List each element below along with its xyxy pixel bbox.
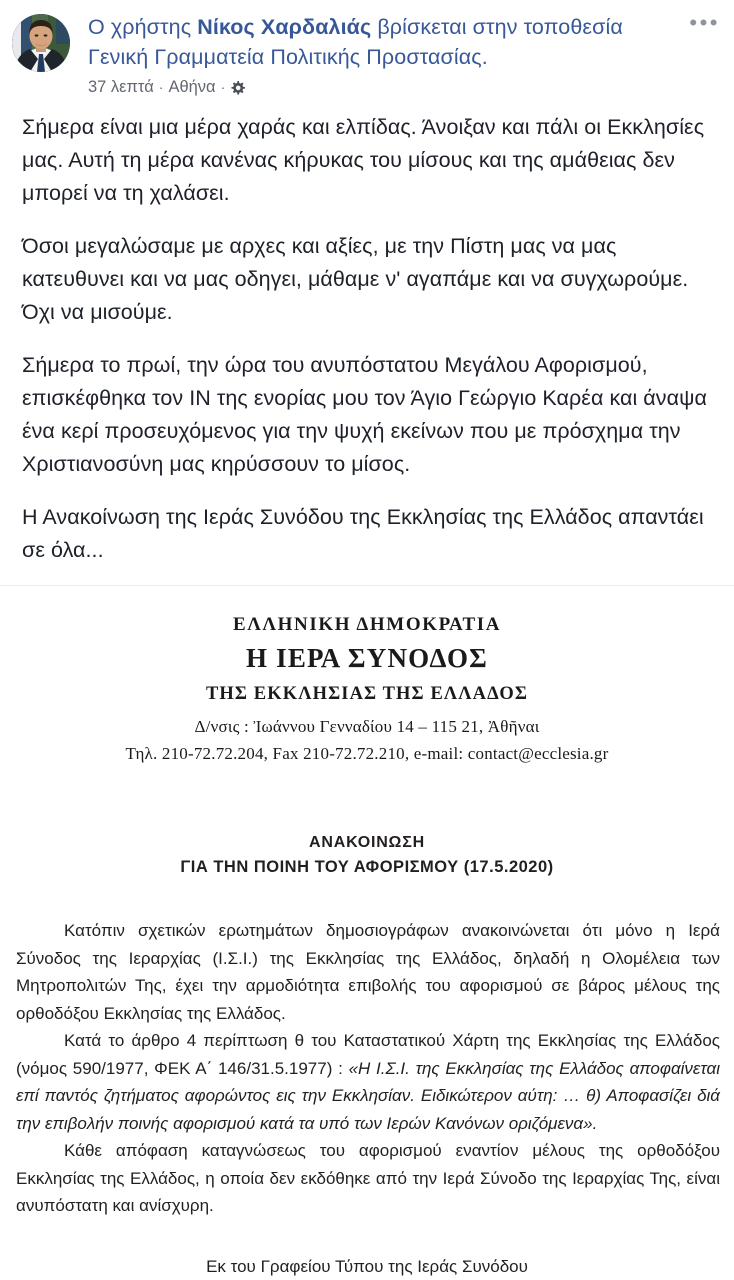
post-timestamp[interactable]: 37 λεπτά [88,78,154,96]
meta-separator-2: · [220,79,226,95]
document-body [0,917,734,1220]
post-meta [88,77,680,97]
letterhead-address: Δ/νσις : Ἰωάννου Γενναδίου 14 – 115 21, Ἀθῆναι [194,717,540,736]
post-location[interactable]: Αθήνα [168,78,216,96]
letterhead-republic: ΕΛΛΗΝΙΚΗ ΔΗΜΟΚΡΑΤΙΑ [232,614,502,635]
post-header [0,0,734,97]
gear-icon[interactable] [230,81,245,96]
avatar[interactable] [12,14,70,72]
document-title [0,831,734,879]
post-paragraph-4[interactable]: Η Ανακοίνωση της Ιεράς Συνόδου της Εκκλησίας της Ελλάδος απαντάει σε όλα... [22,505,704,562]
attached-document-image[interactable] [0,586,734,1280]
post-message [0,97,734,567]
document-signature: Εκ του Γραφείου Τύπου της Ιεράς Συνόδου [206,1256,528,1276]
more-options-icon: ••• [689,10,720,35]
post-paragraph-1: Σήμερα είναι μια μέρα χαράς και ελπίδας. Άνοιξαν και πάλι οι Εκκλησίες μας. Αυτή τη μέρα κανένας κήρυκας του μίσους και της αμάθειας δεν μπορεί να τη χαλάσει. [22,115,705,205]
post-paragraph-3: Σήμερα το πρωί, την ώρα του ανυπόστατου Μεγάλου Αφορισμού, επισκέφθηκα τον ΙΝ της ενορίας μου τον Άγιο Γεώργιο Καρέα και άναψα ένα κερί προσευχόμενος για την ψυχή εκείνων που με πρόσχημα την Χριστιανοσύνη μας κηρύσσουν το μίσος. [22,353,707,476]
document-letterhead [0,612,734,767]
letterhead-holy-synod: Η ΙΕΡΑ ΣΥΝΟΔΟΣ [245,643,488,673]
headline-prefix: Ο χρήστης [88,15,198,39]
post-paragraph-2: Όσοι μεγαλώσαμε με αρχες και αξίες, με την Πίστη μας να μας κατευθυνει και να μας οδηγει, μάθαμε ν' αγαπάμε και να συγχωρούμε. Όχι να μισούμε. [22,234,689,324]
post-headline [88,12,680,72]
letterhead-church-of-greece: ΤΗΣ ΕΚΚΛΗΣΙΑΣ ΤΗΣ ΕΛΛΑΔΟΣ [205,684,529,704]
meta-separator-1: · [158,79,164,95]
document-title-line-2: ΓΙΑ ΤΗΝ ΠΟΙΝΗ ΤΟΥ ΑΦΟΡΙΣΜΟΥ (17.5.2020) [180,858,554,876]
document-paragraph-2 [16,1027,720,1137]
letterhead-contact: Τηλ. 210-72.72.204, Fax 210-72.72.210, e-mail: contact@ecclesia.gr [125,744,609,763]
document-paragraph-2-quote: «Η Ι.Σ.Ι. της Εκκλησίας της Ελλάδος αποφαίνεται επί παντός ζητήματος αφορώντος εις την Εκκλησίαν. Ειδικώτερον αύτη: … θ) Αποφασίζει διά την επιβολήν ποινής αφορισμού κατά τα υπό των Ιερών Κανόνων οριζόμενα». [16,1058,720,1133]
post-options-button[interactable] [680,10,720,35]
post-author-link[interactable]: Νίκος Χαρδαλιάς [197,15,372,39]
headline-suffix: βρίσκεται στην τοποθεσία Γενική Γραμματεία Πολιτικής Προστασίας. [88,15,623,69]
post-header-text [70,10,680,97]
document-paragraph-1: Κατόπιν σχετικών ερωτημάτων δημοσιογράφων ανακοινώνεται ότι μόνο η Ιερά Σύνοδος της Ιεραρχίας (Ι.Σ.Ι.) της Εκκλησίας της Ελλάδος, δηλαδή η Ολομέλεια των Μητροπολιτών Της, έχει την αρμοδιότητα επιβολής του αφορισμού σε βάρος μέλους της ορθοδόξου Εκκλησίας της Ελλάδος. [16,921,720,1023]
document-title-line-1: ΑΝΑΚΟΙΝΩΣΗ [309,834,425,851]
document-paragraph-2-lead: Κατά το άρθρο 4 περίπτωση θ του Καταστατικού Χάρτη της Εκκλησίας της Ελλάδος (νόμος 590/1977, ΦΕΚ Α΄ 146/31.5.1977) : [16,1031,720,1078]
document-paragraph-3: Κάθε απόφαση καταγνώσεως του αφορισμού εναντίον μέλους της ορθοδόξου Εκκλησίας της Ελλάδος, η οποία δεν εκδόθηκε από την Ιερά Σύνοδο της Ιεραρχίας Της, είναι ανυπόστατη και ανίσχυρη. [16,1141,720,1215]
